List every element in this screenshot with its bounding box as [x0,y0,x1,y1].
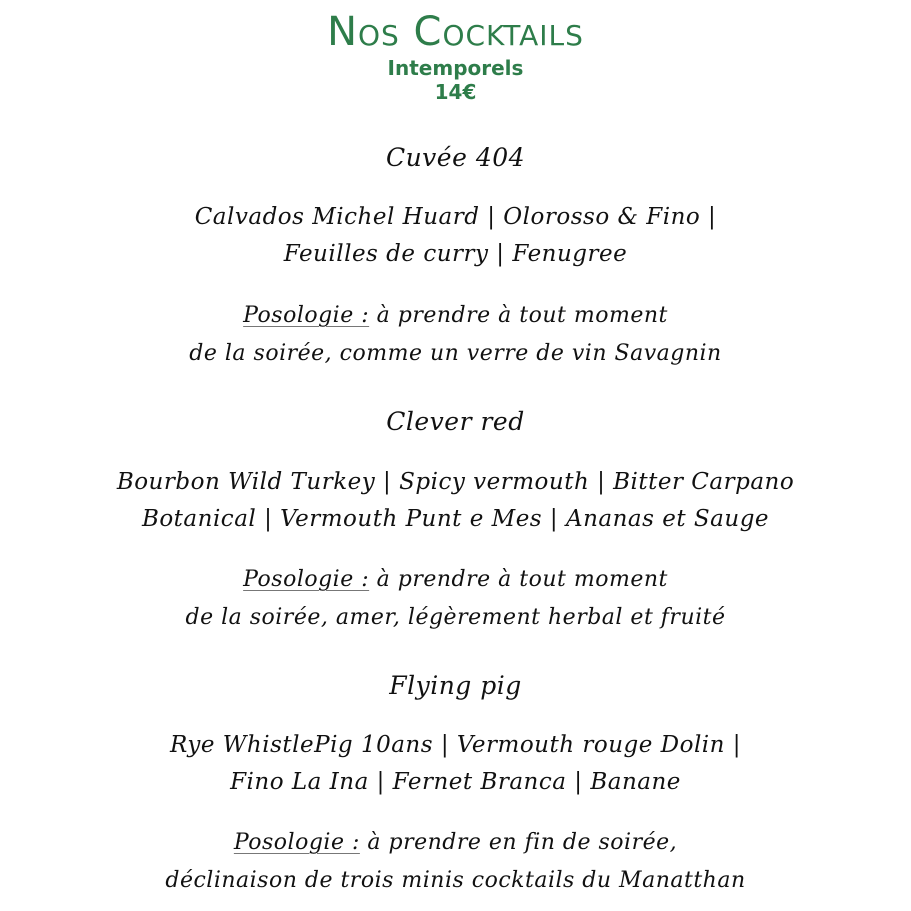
ingredients-line: Fino La Ina | Fernet Branca | Banane [230,769,681,795]
menu-header [0,10,911,104]
cocktail-ingredients [0,464,911,538]
cocktail-ingredients [0,199,911,273]
ingredients-line: Botanical | Vermouth Punt e Mes | Ananas et Sauge [141,506,770,532]
menu-title: Nos Cocktails [327,9,584,55]
cocktail-name: Flying pig [389,671,522,700]
posology-label: Posologie : [243,303,370,328]
ingredients-line: Feuilles de curry | Fenugree [283,241,628,267]
posology-text: à prendre à tout moment [369,567,668,592]
posology-line [0,561,911,599]
posology-line [0,297,911,335]
posology-label: Posologie : [233,830,360,855]
cocktail-posology [0,824,911,900]
menu-price: 14€ [434,80,477,104]
ingredients-line: Rye WhistlePig 10ans | Vermouth rouge Dolin | [169,732,742,758]
posology-line: déclinaison de trois minis cocktails du Manatthan [165,868,746,893]
ingredients-line: Calvados Michel Huard | Olorosso & Fino | [194,204,717,230]
posology-text: à prendre en fin de soirée, [359,830,678,855]
cocktail-name: Cuvée 404 [385,143,526,172]
cocktail-posology [0,561,911,637]
posology-line [0,824,911,862]
posology-label: Posologie : [243,567,370,592]
ingredients-line: Bourbon Wild Turkey | Spicy vermouth | Bitter Carpano [116,469,795,495]
menu-subtitle: Intemporels [387,56,524,80]
posology-line: de la soirée, comme un verre de vin Savagnin [189,341,722,366]
cocktail-posology [0,297,911,373]
cocktail-ingredients [0,727,911,801]
posology-text: à prendre à tout moment [369,303,668,328]
posology-line: de la soirée, amer, légèrement herbal et fruité [185,605,726,630]
cocktail-name: Clever red [386,407,525,436]
